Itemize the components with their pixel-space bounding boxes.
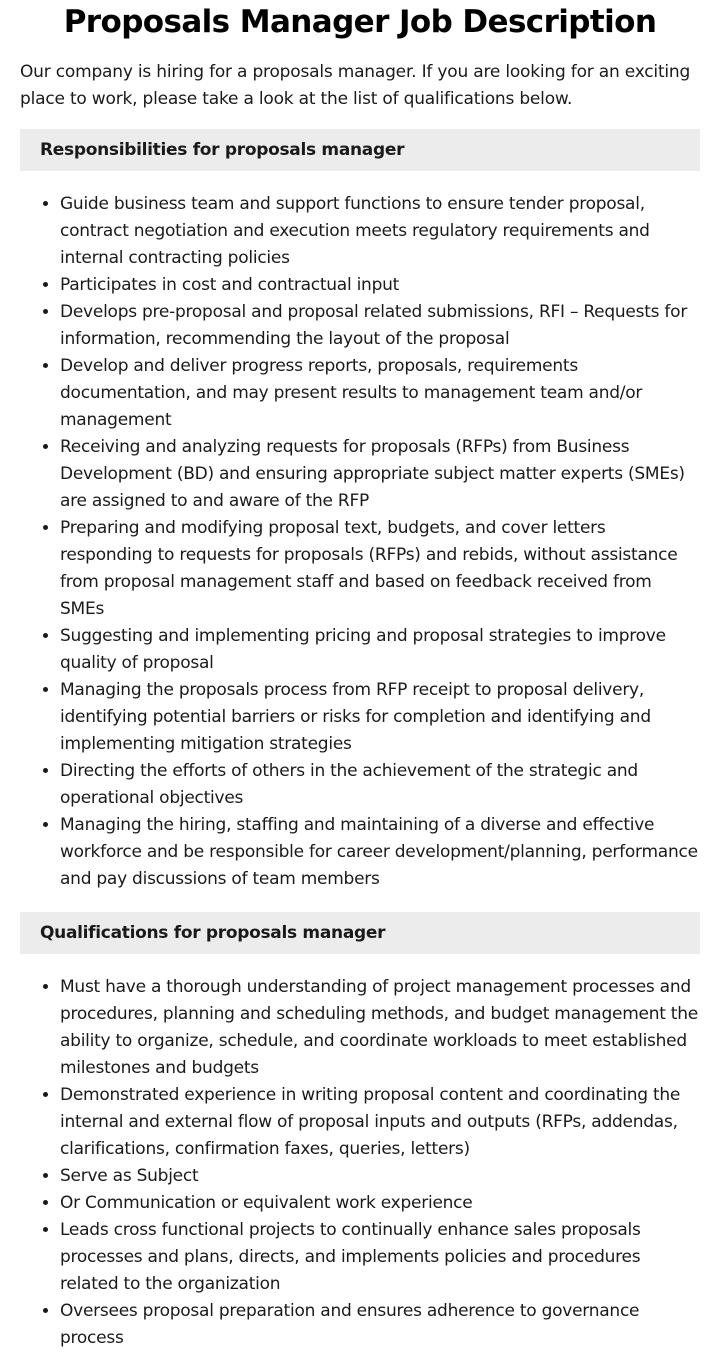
- list-item: • Develop and deliver progress reports, proposals, requirements documentation, and may present results to management team and/or management: [60, 353, 700, 434]
- list-item: • Directing the efforts of others in the achievement of the strategic and operational objectives: [60, 758, 700, 812]
- responsibilities-heading: Responsibilities for proposals manager: [20, 129, 700, 171]
- list-item: • Managing the hiring, staffing and maintaining of a diverse and effective workforce and be responsible for career development/planning, performance and pay discussions of team members: [60, 812, 700, 893]
- qualifications-heading: Qualifications for proposals manager: [20, 912, 700, 954]
- list-item: • Preparing and modifying proposal text, budgets, and cover letters responding to requests for proposals (RFPs) and rebids, without assistance from proposal management staff and based on feedback received from SMEs: [60, 515, 700, 623]
- list-item: • Oversees proposal preparation and ensures adherence to governance process: [60, 1298, 700, 1352]
- qualifications-list: [20, 974, 700, 1352]
- list-item: • Serve as Subject: [60, 1163, 700, 1190]
- list-item: • Suggesting and implementing pricing and proposal strategies to improve quality of proposal: [60, 623, 700, 677]
- list-item: • Demonstrated experience in writing proposal content and coordinating the internal and external flow of proposal inputs and outputs (RFPs, addendas, clarifications, confirmation faxes, queries, letters): [60, 1082, 700, 1163]
- list-item: • Or Communication or equivalent work experience: [60, 1190, 700, 1217]
- list-item: • Leads cross functional projects to continually enhance sales proposals processes and plans, directs, and implements policies and procedures related to the organization: [60, 1217, 700, 1298]
- list-item: • Managing the proposals process from RFP receipt to proposal delivery, identifying potential barriers or risks for completion and identifying and implementing mitigation strategies: [60, 677, 700, 758]
- list-item: • Guide business team and support functions to ensure tender proposal, contract negotiation and execution meets regulatory requirements and internal contracting policies: [60, 191, 700, 272]
- intro-paragraph: Our company is hiring for a proposals manager. If you are looking for an exciting place to work, please take a look at the list of qualifications below.: [20, 62, 691, 109]
- page-title: Proposals Manager Job Description: [63, 4, 657, 40]
- list-item: • Receiving and analyzing requests for proposals (RFPs) from Business Development (BD) and ensuring appropriate subject matter experts (SMEs) are assigned to and aware of the RFP: [60, 434, 700, 515]
- responsibilities-list: [20, 191, 700, 893]
- list-item: • Must have a thorough understanding of project management processes and procedures, planning and scheduling methods, and budget management the ability to organize, schedule, and coordinate workloads to meet established milestones and budgets: [60, 974, 700, 1082]
- list-item: • Develops pre-proposal and proposal related submissions, RFI – Requests for information, recommending the layout of the proposal: [60, 299, 700, 353]
- list-item: • Participates in cost and contractual input: [60, 272, 700, 299]
